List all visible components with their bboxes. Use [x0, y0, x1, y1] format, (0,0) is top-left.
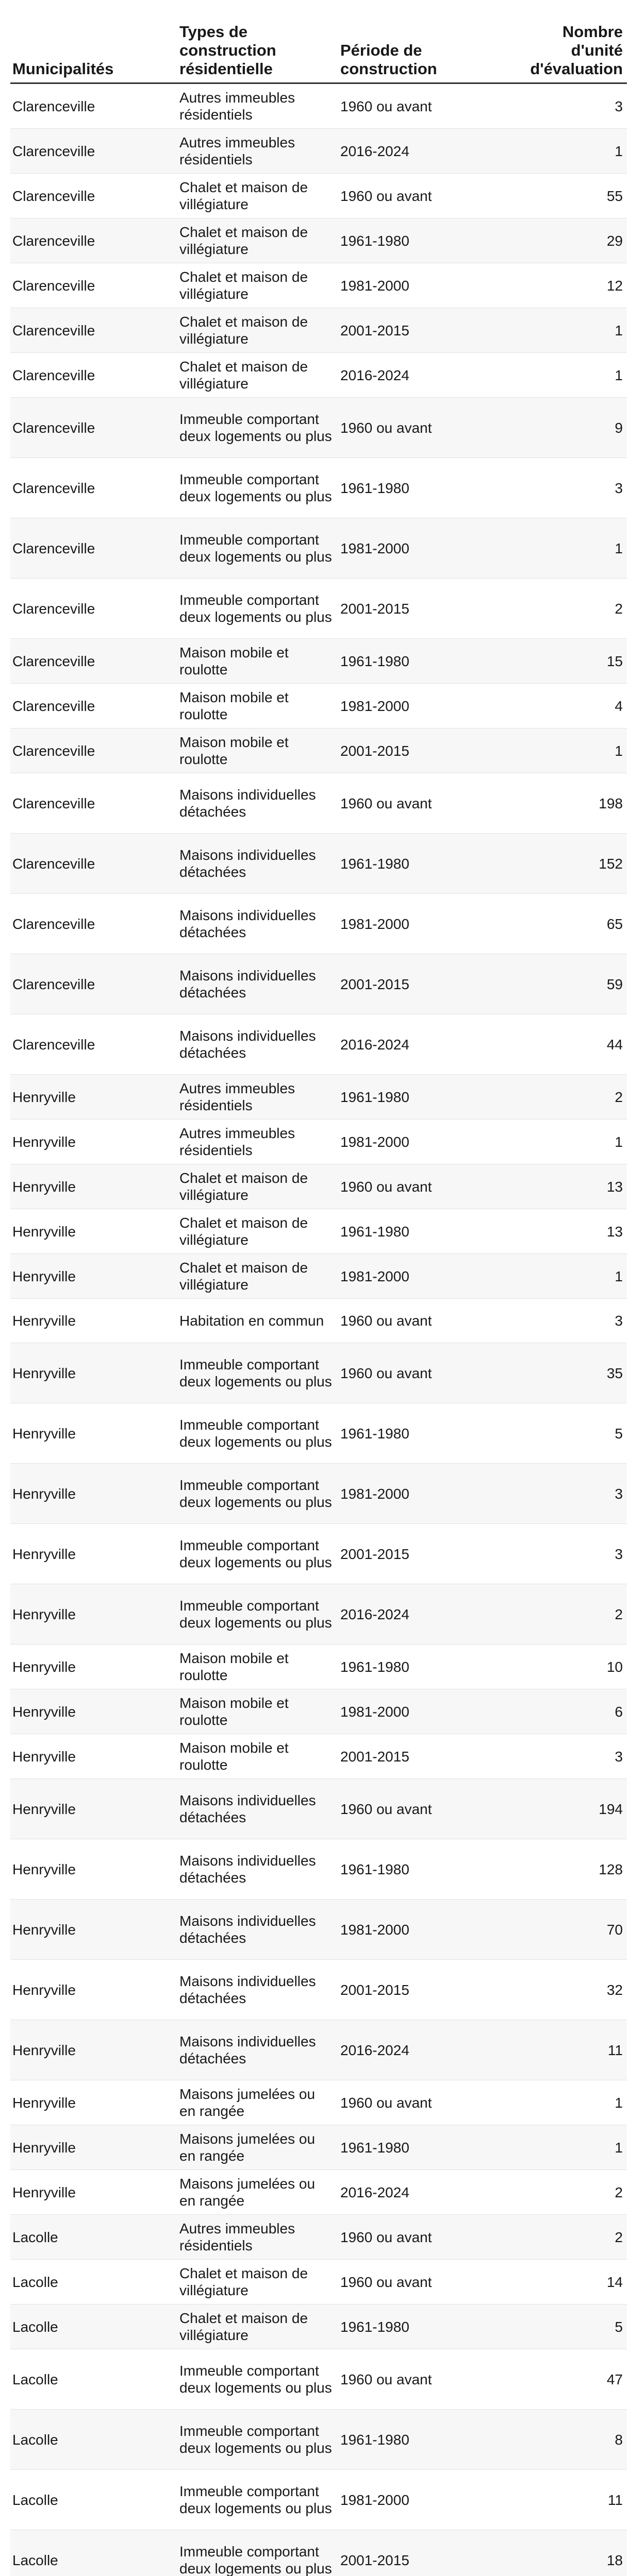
cell-type-construction: Chalet et maison de villégiature — [176, 2304, 337, 2349]
data-table — [10, 0, 627, 2576]
table-row — [10, 2530, 627, 2576]
cell-type-construction: Immeuble comportant deux logements ou plus — [176, 1584, 337, 1645]
cell-periode: 2001-2015 — [337, 308, 507, 353]
cell-nombre-unite: 12 — [507, 263, 627, 308]
cell-municipalite: Clarenceville — [10, 218, 176, 263]
cell-periode: 2001-2015 — [337, 1524, 507, 1584]
cell-type-construction: Maisons jumelées ou en rangée — [176, 2170, 337, 2215]
cell-nombre-unite: 1 — [507, 518, 627, 579]
cell-nombre-unite: 13 — [507, 1164, 627, 1209]
cell-nombre-unite: 5 — [507, 1403, 627, 1464]
cell-municipalite: Clarenceville — [10, 398, 176, 458]
cell-periode: 1981-2000 — [337, 1254, 507, 1299]
cell-periode: 1981-2000 — [337, 263, 507, 308]
table-row — [10, 2260, 627, 2304]
cell-type-construction: Maisons individuelles détachées — [176, 834, 337, 894]
cell-nombre-unite: 10 — [507, 1645, 627, 1689]
cell-periode: 1961-1980 — [337, 1645, 507, 1689]
table-row — [10, 1900, 627, 1960]
header-row — [10, 0, 627, 83]
table-row — [10, 1960, 627, 2020]
cell-municipalite: Lacolle — [10, 2260, 176, 2304]
cell-nombre-unite: 1 — [507, 1120, 627, 1164]
cell-municipalite: Lacolle — [10, 2470, 176, 2530]
cell-nombre-unite: 1 — [507, 1254, 627, 1299]
table-row — [10, 458, 627, 518]
header-periode-construction[interactable]: Période de construction — [337, 0, 507, 83]
cell-municipalite: Clarenceville — [10, 129, 176, 174]
cell-periode: 1961-1980 — [337, 458, 507, 518]
table-row — [10, 174, 627, 218]
cell-municipalite: Clarenceville — [10, 773, 176, 834]
table-row — [10, 308, 627, 353]
cell-municipalite: Lacolle — [10, 2530, 176, 2576]
table-row — [10, 1075, 627, 1120]
cell-type-construction: Maisons individuelles détachées — [176, 1779, 337, 1839]
table-row — [10, 1689, 627, 1734]
cell-nombre-unite: 6 — [507, 1689, 627, 1734]
cell-periode: 2001-2015 — [337, 728, 507, 773]
cell-municipalite: Clarenceville — [10, 834, 176, 894]
cell-municipalite: Henryville — [10, 1464, 176, 1524]
cell-municipalite: Lacolle — [10, 2215, 176, 2260]
table-row — [10, 728, 627, 773]
cell-type-construction: Maisons individuelles détachées — [176, 1900, 337, 1960]
cell-nombre-unite: 198 — [507, 773, 627, 834]
cell-type-construction: Maisons individuelles détachées — [176, 1014, 337, 1075]
table-row — [10, 2410, 627, 2470]
cell-type-construction: Immeuble comportant deux logements ou plus — [176, 2530, 337, 2576]
cell-nombre-unite: 2 — [507, 2215, 627, 2260]
cell-type-construction: Autres immeubles résidentiels — [176, 2215, 337, 2260]
table-row — [10, 1584, 627, 1645]
cell-type-construction: Autres immeubles résidentiels — [176, 129, 337, 174]
cell-municipalite: Henryville — [10, 1734, 176, 1779]
cell-nombre-unite: 1 — [507, 353, 627, 398]
cell-nombre-unite: 1 — [507, 728, 627, 773]
cell-type-construction: Autres immeubles résidentiels — [176, 83, 337, 129]
cell-periode: 1960 ou avant — [337, 174, 507, 218]
table-body — [10, 83, 627, 2576]
table-row — [10, 1779, 627, 1839]
table-row — [10, 2304, 627, 2349]
cell-nombre-unite: 35 — [507, 1343, 627, 1403]
cell-type-construction: Maisons individuelles détachées — [176, 1839, 337, 1900]
cell-nombre-unite: 2 — [507, 1075, 627, 1120]
cell-type-construction: Immeuble comportant deux logements ou plus — [176, 2410, 337, 2470]
table-row — [10, 834, 627, 894]
cell-periode: 2016-2024 — [337, 129, 507, 174]
cell-periode: 1961-1980 — [337, 1403, 507, 1464]
cell-municipalite: Henryville — [10, 2170, 176, 2215]
cell-type-construction: Habitation en commun — [176, 1299, 337, 1343]
cell-nombre-unite: 1 — [507, 129, 627, 174]
table-row — [10, 1734, 627, 1779]
cell-type-construction: Chalet et maison de villégiature — [176, 1254, 337, 1299]
table-row — [10, 1645, 627, 1689]
cell-municipalite: Henryville — [10, 1779, 176, 1839]
cell-type-construction: Chalet et maison de villégiature — [176, 174, 337, 218]
cell-periode: 1981-2000 — [337, 894, 507, 954]
cell-type-construction: Chalet et maison de villégiature — [176, 1209, 337, 1254]
table-row — [10, 1254, 627, 1299]
cell-municipalite: Clarenceville — [10, 639, 176, 684]
cell-periode: 1981-2000 — [337, 2470, 507, 2530]
cell-type-construction: Immeuble comportant deux logements ou plus — [176, 2470, 337, 2530]
table-row — [10, 2170, 627, 2215]
cell-periode: 1981-2000 — [337, 518, 507, 579]
cell-type-construction: Maisons jumelées ou en rangée — [176, 2080, 337, 2125]
table-row — [10, 1164, 627, 1209]
table-row — [10, 684, 627, 728]
cell-periode: 2001-2015 — [337, 954, 507, 1014]
table-row — [10, 1403, 627, 1464]
table-row — [10, 1524, 627, 1584]
cell-periode: 1960 ou avant — [337, 2080, 507, 2125]
cell-periode: 1960 ou avant — [337, 2260, 507, 2304]
cell-municipalite: Henryville — [10, 2125, 176, 2170]
cell-type-construction: Autres immeubles résidentiels — [176, 1075, 337, 1120]
cell-periode: 1981-2000 — [337, 1120, 507, 1164]
cell-municipalite: Clarenceville — [10, 353, 176, 398]
cell-nombre-unite: 1 — [507, 2125, 627, 2170]
cell-type-construction: Maisons jumelées ou en rangée — [176, 2125, 337, 2170]
cell-periode: 1960 ou avant — [337, 1164, 507, 1209]
cell-municipalite: Henryville — [10, 1403, 176, 1464]
cell-periode: 1961-1980 — [337, 834, 507, 894]
cell-municipalite: Henryville — [10, 1584, 176, 1645]
header-nombre-unite[interactable]: Nombre d'unité d'évaluation — [507, 0, 627, 83]
cell-nombre-unite: 59 — [507, 954, 627, 1014]
table-row — [10, 398, 627, 458]
cell-periode: 1961-1980 — [337, 2410, 507, 2470]
cell-periode: 1960 ou avant — [337, 2215, 507, 2260]
table-row — [10, 639, 627, 684]
cell-nombre-unite: 3 — [507, 1299, 627, 1343]
cell-municipalite: Lacolle — [10, 2410, 176, 2470]
cell-municipalite: Henryville — [10, 1164, 176, 1209]
cell-type-construction: Maisons individuelles détachées — [176, 954, 337, 1014]
cell-municipalite: Henryville — [10, 1689, 176, 1734]
table-row — [10, 1014, 627, 1075]
cell-nombre-unite: 3 — [507, 83, 627, 129]
table-row — [10, 83, 627, 129]
cell-periode: 1960 ou avant — [337, 398, 507, 458]
cell-type-construction: Maison mobile et roulotte — [176, 639, 337, 684]
cell-type-construction: Chalet et maison de villégiature — [176, 353, 337, 398]
cell-periode: 2001-2015 — [337, 2530, 507, 2576]
cell-nombre-unite: 5 — [507, 2304, 627, 2349]
table-row — [10, 518, 627, 579]
cell-municipalite: Clarenceville — [10, 174, 176, 218]
cell-nombre-unite: 152 — [507, 834, 627, 894]
table-row — [10, 129, 627, 174]
header-municipalites[interactable]: Municipalités — [10, 0, 176, 83]
table-row — [10, 1343, 627, 1403]
table-row — [10, 1299, 627, 1343]
table-row — [10, 2080, 627, 2125]
cell-type-construction: Immeuble comportant deux logements ou plus — [176, 579, 337, 639]
cell-periode: 1981-2000 — [337, 684, 507, 728]
cell-municipalite: Henryville — [10, 1120, 176, 1164]
cell-type-construction: Immeuble comportant deux logements ou plus — [176, 398, 337, 458]
cell-municipalite: Henryville — [10, 1524, 176, 1584]
cell-municipalite: Henryville — [10, 1900, 176, 1960]
table-row — [10, 263, 627, 308]
cell-municipalite: Clarenceville — [10, 458, 176, 518]
cell-municipalite: Henryville — [10, 2080, 176, 2125]
cell-periode: 1961-1980 — [337, 1209, 507, 1254]
cell-nombre-unite: 13 — [507, 1209, 627, 1254]
cell-periode: 1961-1980 — [337, 1839, 507, 1900]
table-header — [10, 0, 627, 83]
cell-municipalite: Henryville — [10, 1839, 176, 1900]
cell-type-construction: Chalet et maison de villégiature — [176, 1164, 337, 1209]
cell-type-construction: Maisons individuelles détachées — [176, 2020, 337, 2080]
cell-nombre-unite: 11 — [507, 2020, 627, 2080]
cell-municipalite: Henryville — [10, 1075, 176, 1120]
cell-type-construction: Chalet et maison de villégiature — [176, 2260, 337, 2304]
cell-municipalite: Lacolle — [10, 2349, 176, 2410]
cell-type-construction: Chalet et maison de villégiature — [176, 308, 337, 353]
cell-type-construction: Maison mobile et roulotte — [176, 1645, 337, 1689]
table-row — [10, 2470, 627, 2530]
cell-type-construction: Immeuble comportant deux logements ou plus — [176, 1464, 337, 1524]
table-row — [10, 954, 627, 1014]
cell-periode: 2001-2015 — [337, 1960, 507, 2020]
table-row — [10, 773, 627, 834]
cell-municipalite: Clarenceville — [10, 894, 176, 954]
cell-periode: 1961-1980 — [337, 218, 507, 263]
cell-nombre-unite: 3 — [507, 1734, 627, 1779]
cell-municipalite: Henryville — [10, 1343, 176, 1403]
cell-nombre-unite: 18 — [507, 2530, 627, 2576]
cell-periode: 1960 ou avant — [337, 773, 507, 834]
cell-type-construction: Immeuble comportant deux logements ou plus — [176, 518, 337, 579]
cell-periode: 1981-2000 — [337, 1900, 507, 1960]
cell-municipalite: Clarenceville — [10, 684, 176, 728]
cell-periode: 1961-1980 — [337, 2125, 507, 2170]
cell-nombre-unite: 8 — [507, 2410, 627, 2470]
cell-periode: 1960 ou avant — [337, 1343, 507, 1403]
cell-nombre-unite: 1 — [507, 308, 627, 353]
cell-periode: 1960 ou avant — [337, 1299, 507, 1343]
cell-type-construction: Maison mobile et roulotte — [176, 684, 337, 728]
cell-nombre-unite: 2 — [507, 579, 627, 639]
table-row — [10, 2349, 627, 2410]
cell-periode: 1981-2000 — [337, 1689, 507, 1734]
cell-nombre-unite: 29 — [507, 218, 627, 263]
cell-municipalite: Clarenceville — [10, 83, 176, 129]
cell-municipalite: Clarenceville — [10, 518, 176, 579]
cell-nombre-unite: 2 — [507, 2170, 627, 2215]
cell-periode: 2016-2024 — [337, 353, 507, 398]
cell-periode: 1961-1980 — [337, 1075, 507, 1120]
cell-nombre-unite: 3 — [507, 1464, 627, 1524]
cell-periode: 2016-2024 — [337, 1584, 507, 1645]
table-row — [10, 1464, 627, 1524]
cell-nombre-unite: 128 — [507, 1839, 627, 1900]
cell-nombre-unite: 9 — [507, 398, 627, 458]
table-row — [10, 2125, 627, 2170]
cell-municipalite: Clarenceville — [10, 263, 176, 308]
cell-periode: 2001-2015 — [337, 1734, 507, 1779]
cell-type-construction: Maison mobile et roulotte — [176, 1734, 337, 1779]
cell-periode: 1961-1980 — [337, 2304, 507, 2349]
cell-nombre-unite: 194 — [507, 1779, 627, 1839]
table-row — [10, 1209, 627, 1254]
cell-nombre-unite: 1 — [507, 2080, 627, 2125]
table-row — [10, 579, 627, 639]
table-row — [10, 2020, 627, 2080]
cell-municipalite: Henryville — [10, 1254, 176, 1299]
table-row — [10, 353, 627, 398]
table-row — [10, 1839, 627, 1900]
cell-municipalite: Henryville — [10, 1960, 176, 2020]
cell-type-construction: Immeuble comportant deux logements ou plus — [176, 1524, 337, 1584]
cell-nombre-unite: 32 — [507, 1960, 627, 2020]
cell-type-construction: Autres immeubles résidentiels — [176, 1120, 337, 1164]
cell-periode: 2016-2024 — [337, 2170, 507, 2215]
cell-periode: 1960 ou avant — [337, 2349, 507, 2410]
cell-type-construction: Chalet et maison de villégiature — [176, 263, 337, 308]
cell-nombre-unite: 44 — [507, 1014, 627, 1075]
cell-municipalite: Clarenceville — [10, 954, 176, 1014]
cell-municipalite: Clarenceville — [10, 579, 176, 639]
cell-municipalite: Clarenceville — [10, 308, 176, 353]
cell-type-construction: Immeuble comportant deux logements ou plus — [176, 458, 337, 518]
cell-nombre-unite: 11 — [507, 2470, 627, 2530]
cell-type-construction: Immeuble comportant deux logements ou plus — [176, 1343, 337, 1403]
cell-type-construction: Maisons individuelles détachées — [176, 773, 337, 834]
table-row — [10, 894, 627, 954]
cell-municipalite: Henryville — [10, 2020, 176, 2080]
cell-type-construction: Maisons individuelles détachées — [176, 894, 337, 954]
cell-type-construction: Immeuble comportant deux logements ou plus — [176, 1403, 337, 1464]
table-row — [10, 218, 627, 263]
cell-type-construction: Maison mobile et roulotte — [176, 728, 337, 773]
cell-municipalite: Henryville — [10, 1299, 176, 1343]
cell-type-construction: Chalet et maison de villégiature — [176, 218, 337, 263]
cell-periode: 2016-2024 — [337, 1014, 507, 1075]
cell-periode: 1981-2000 — [337, 1464, 507, 1524]
cell-municipalite: Clarenceville — [10, 728, 176, 773]
cell-nombre-unite: 65 — [507, 894, 627, 954]
cell-nombre-unite: 3 — [507, 458, 627, 518]
cell-nombre-unite: 47 — [507, 2349, 627, 2410]
cell-type-construction: Immeuble comportant deux logements ou plus — [176, 2349, 337, 2410]
cell-municipalite: Clarenceville — [10, 1014, 176, 1075]
cell-municipalite: Lacolle — [10, 2304, 176, 2349]
cell-periode: 2001-2015 — [337, 579, 507, 639]
table-row — [10, 1120, 627, 1164]
cell-periode: 1961-1980 — [337, 639, 507, 684]
cell-type-construction: Maisons individuelles détachées — [176, 1960, 337, 2020]
cell-municipalite: Henryville — [10, 1645, 176, 1689]
table-row — [10, 2215, 627, 2260]
cell-nombre-unite: 55 — [507, 174, 627, 218]
cell-type-construction: Maison mobile et roulotte — [176, 1689, 337, 1734]
cell-nombre-unite: 3 — [507, 1524, 627, 1584]
cell-periode: 1960 ou avant — [337, 83, 507, 129]
data-table-container — [10, 0, 627, 2576]
cell-nombre-unite: 70 — [507, 1900, 627, 1960]
cell-nombre-unite: 4 — [507, 684, 627, 728]
cell-nombre-unite: 15 — [507, 639, 627, 684]
cell-nombre-unite: 14 — [507, 2260, 627, 2304]
cell-periode: 2016-2024 — [337, 2020, 507, 2080]
cell-municipalite: Henryville — [10, 1209, 176, 1254]
header-types-construction[interactable]: Types de construction résidentielle — [176, 0, 337, 83]
cell-periode: 1960 ou avant — [337, 1779, 507, 1839]
cell-nombre-unite: 2 — [507, 1584, 627, 1645]
